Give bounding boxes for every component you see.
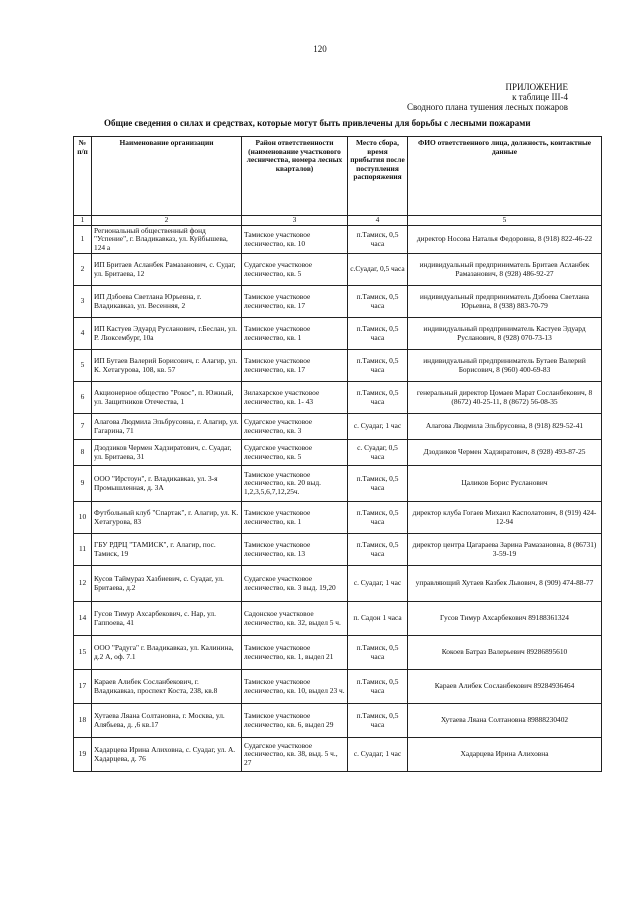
organization-cell: ИП Дзбоева Светлана Юрьевна, г. Владикавказ, ул. Весенняя, 2: [92, 286, 242, 318]
organization-cell: ИП Кастуев Эдуард Русланович, г.Беслан, ул. Р. Люксембург, 10а: [92, 318, 242, 350]
organization-cell: Хутаева Ляана Солтановна, г. Москва, ул. Алябьева, д. ,6 кв.17: [92, 704, 242, 738]
row-number: 14: [74, 602, 92, 636]
responsible-person-cell: индивидуальный предприниматель Бутаев Валерий Борисович, 8 (960) 400-69-83: [408, 350, 602, 382]
table-row: [74, 286, 602, 318]
responsible-person-cell: Дзодзиков Чермен Хадзиратович, 8 (928) 493-87-25: [408, 440, 602, 466]
header-organization: Наименование организации: [92, 137, 242, 216]
place-time-cell: п.Тамиск, 0,5 часа: [348, 318, 408, 350]
organization-cell: Кусов Таймураз Хазбиевич, с. Суадаг, ул. Бритаева, д.2: [92, 566, 242, 602]
table-row: [74, 704, 602, 738]
place-time-cell: с.Суадаг, 0,5 часа: [348, 254, 408, 286]
area-cell: Зилахарское участковое лесничество, кв. 1- 43: [242, 382, 348, 414]
place-time-cell: п.Тамиск, 0,5 часа: [348, 286, 408, 318]
table-row: [74, 318, 602, 350]
header-area: Район ответственности (наименование участкового лесничества, номера лесных кварталов): [242, 137, 348, 216]
table-row: [74, 602, 602, 636]
row-number: 3: [74, 286, 92, 318]
responsible-person-cell: директор Носова Наталья Федоровна, 8 (918) 822-46-22: [408, 226, 602, 254]
table-row: [74, 414, 602, 440]
place-time-cell: п.Тамиск, 0,5 часа: [348, 350, 408, 382]
table-header-row: [74, 137, 602, 216]
responsible-person-cell: директор центра Цагараева Зарина Рамазановна, 8 (86731) 3-59-19: [408, 534, 602, 566]
table-row: [74, 566, 602, 602]
area-cell: Судагское участковое лесничество, кв. 5: [242, 440, 348, 466]
area-cell: Тамиское участковое лесничество, кв. 10: [242, 226, 348, 254]
organization-cell: ИП Бутаев Валерий Борисович, г. Алагир, ул. К. Хетагурова, 108, кв. 57: [92, 350, 242, 382]
area-cell: Тамиское участковое лесничество, кв. 1: [242, 502, 348, 534]
organization-cell: ИП Бритаев Асланбек Рамазанович, с. Судаг, ул. Бритаева, 12: [92, 254, 242, 286]
appendix-line-3: Сводного плана тушения лесных пожаров: [406, 102, 568, 112]
column-number: 3: [242, 216, 348, 226]
appendix-line-1: ПРИЛОЖЕНИЕ: [505, 82, 568, 92]
row-number: 18: [74, 704, 92, 738]
area-cell: Судагское участковое лесничество, кв. 3 выд. 19,20: [242, 566, 348, 602]
responsible-person-cell: Алагова Людмила Эльбрусовна, 8 (918) 829-52-41: [408, 414, 602, 440]
place-time-cell: п.Тамиск, 0,5 часа: [348, 502, 408, 534]
table-row: [74, 534, 602, 566]
table-row: [74, 466, 602, 502]
place-time-cell: п.Тамиск, 0,5 часа: [348, 670, 408, 704]
organization-cell: ООО "Ирстоун", г. Владикавказ, ул. 3-я Промышленная, д. 3А: [92, 466, 242, 502]
place-time-cell: п.Тамиск, 0,5 часа: [348, 382, 408, 414]
table-body: [74, 226, 602, 772]
header-responsible-person: ФИО ответственного лица, должность, контактные данные: [408, 137, 602, 216]
place-time-cell: с. Суадаг, 1 час: [348, 414, 408, 440]
row-number: 2: [74, 254, 92, 286]
table-row: [74, 738, 602, 772]
place-time-cell: с. Суадаг, 1 час: [348, 738, 408, 772]
organization-cell: ООО "Радуга" г. Владикавказ, ул. Калинина, д.2 А, оф. 7.1: [92, 636, 242, 670]
table-row: [74, 254, 602, 286]
area-cell: Судагское участковое лесничество, кв. 3: [242, 414, 348, 440]
row-number: 17: [74, 670, 92, 704]
area-cell: Тамиское участковое лесничество, кв. 17: [242, 286, 348, 318]
organization-cell: ГБУ РДРЦ "ТАМИСК", г. Алагир, пос. Тамиск, 19: [92, 534, 242, 566]
row-number: 4: [74, 318, 92, 350]
organization-cell: Футбольный клуб "Спартак", г. Алагир, ул. К. Хетагурова, 83: [92, 502, 242, 534]
table-row: [74, 226, 602, 254]
row-number: 15: [74, 636, 92, 670]
organization-cell: Гусов Тимур Ахсарбекович, с. Нар, ул. Гаппоева, 41: [92, 602, 242, 636]
table-row: [74, 636, 602, 670]
organization-cell: Дзодзиков Чермен Хадзиратович, с. Суадаг, ул. Бритаева, 31: [92, 440, 242, 466]
place-time-cell: п.Тамиск, 0,5 часа: [348, 704, 408, 738]
row-number: 7: [74, 414, 92, 440]
row-number: 6: [74, 382, 92, 414]
responsible-person-cell: Караев Алибек Сосланбекович 89284936464: [408, 670, 602, 704]
column-number: 2: [92, 216, 242, 226]
table-row: [74, 350, 602, 382]
place-time-cell: с. Суадаг, 1 час: [348, 566, 408, 602]
area-cell: Садонское участковое лесничество, кв. 32, выдел 5 ч.: [242, 602, 348, 636]
row-number: 1: [74, 226, 92, 254]
row-number: 9: [74, 466, 92, 502]
column-number-row: [74, 216, 602, 226]
row-number: 8: [74, 440, 92, 466]
column-number: 1: [74, 216, 92, 226]
responsible-person-cell: управляющий Хутаев Казбек Львович, 8 (909) 474-88-77: [408, 566, 602, 602]
responsible-person-cell: индивидуальный предприниматель Кастуев Эдуард Русланович, 8 (928) 070-73-13: [408, 318, 602, 350]
organization-cell: Алагова Людмила Эльбрусовна, г. Алагир, ул. Гагарина, 71: [92, 414, 242, 440]
area-cell: Тамиское участковое лесничество, кв. 10, выдел 23 ч.: [242, 670, 348, 704]
responsible-person-cell: индивидуальный предприниматель Дзбоева Светлана Юрьевна, 8 (938) 883-70-79: [408, 286, 602, 318]
area-cell: Тамиское участковое лесничество, кв. 1: [242, 318, 348, 350]
row-number: 5: [74, 350, 92, 382]
area-cell: Тамиское участковое лесничество, кв. 13: [242, 534, 348, 566]
responsible-person-cell: индивидуальный предприниматель Бритаев Асланбек Рамазанович, 8 (928) 486-92-27: [408, 254, 602, 286]
area-cell: Судагское участковое лесничество, кв. 5: [242, 254, 348, 286]
row-number: 10: [74, 502, 92, 534]
responsible-person-cell: Хадарцева Ирина Алиховна: [408, 738, 602, 772]
forces-table: [73, 136, 602, 772]
area-cell: Тамиское участковое лесничество, кв. 17: [242, 350, 348, 382]
document-title: Общие сведения о силах и средствах, которые могут быть привлечены для борьбы с лесными пожарами: [104, 118, 531, 128]
table-row: [74, 502, 602, 534]
responsible-person-cell: Цаликов Борис Русланович: [408, 466, 602, 502]
header-place-time: Место сбора, время прибытия после поступления распоряжения: [348, 137, 408, 216]
responsible-person-cell: Хутаева Ляана Солтановна 89888230402: [408, 704, 602, 738]
area-cell: Тамиское участковое лесничество, кв. 20 выд. 1,2,3,5,6,7,12,25ч.: [242, 466, 348, 502]
organization-cell: Региональный общественный фонд "Успение", г. Владикавказ, ул. Куйбышева, 124 а: [92, 226, 242, 254]
responsible-person-cell: директор клуба Гогаев Михаил Касполатович, 8 (919) 424-12-94: [408, 502, 602, 534]
appendix-line-2: к таблице III-4: [512, 92, 568, 102]
row-number: 12: [74, 566, 92, 602]
table-row: [74, 382, 602, 414]
appendix-block: [407, 82, 568, 112]
header-number: № п/п: [74, 137, 92, 216]
organization-cell: Караев Алибек Сосланбекович, г. Владикавказ, проспект Коста, 238, кв.8: [92, 670, 242, 704]
place-time-cell: п.Тамиск, 0,5 часа: [348, 534, 408, 566]
organization-cell: Акционерное общество "Рокос", п. Южный, ул. Защитников Отечества, 1: [92, 382, 242, 414]
place-time-cell: с. Суадаг, 0,5 часа: [348, 440, 408, 466]
organization-cell: Хадарцева Ирина Алиховна, с. Суадаг, ул. А. Хадарцева, д. 76: [92, 738, 242, 772]
place-time-cell: п.Тамиск, 0,5 часа: [348, 636, 408, 670]
page-number: 120: [313, 44, 327, 54]
responsible-person-cell: Кокоев Батраз Валерьевич 89286895610: [408, 636, 602, 670]
table-row: [74, 440, 602, 466]
place-time-cell: п. Садон 1 часа: [348, 602, 408, 636]
column-number: 4: [348, 216, 408, 226]
row-number: 11: [74, 534, 92, 566]
responsible-person-cell: Гусов Тимур Ахсарбекович 89188361324: [408, 602, 602, 636]
column-number: 5: [408, 216, 602, 226]
area-cell: Тамиское участковое лесничество, кв. 1, выдел 21: [242, 636, 348, 670]
responsible-person-cell: генеральный директор Цомаев Марат Сосланбекович, 8 (8672) 40-25-11, 8 (8672) 56-08-35: [408, 382, 602, 414]
row-number: 19: [74, 738, 92, 772]
table-row: [74, 670, 602, 704]
area-cell: Судагское участковое лесничество, кв. 38, выд. 5 ч., 27: [242, 738, 348, 772]
place-time-cell: п.Тамиск, 0,5 часа: [348, 226, 408, 254]
area-cell: Тамиское участковое лесничество, кв. 6, выдел 29: [242, 704, 348, 738]
place-time-cell: п.Тамиск, 0,5 часа: [348, 466, 408, 502]
